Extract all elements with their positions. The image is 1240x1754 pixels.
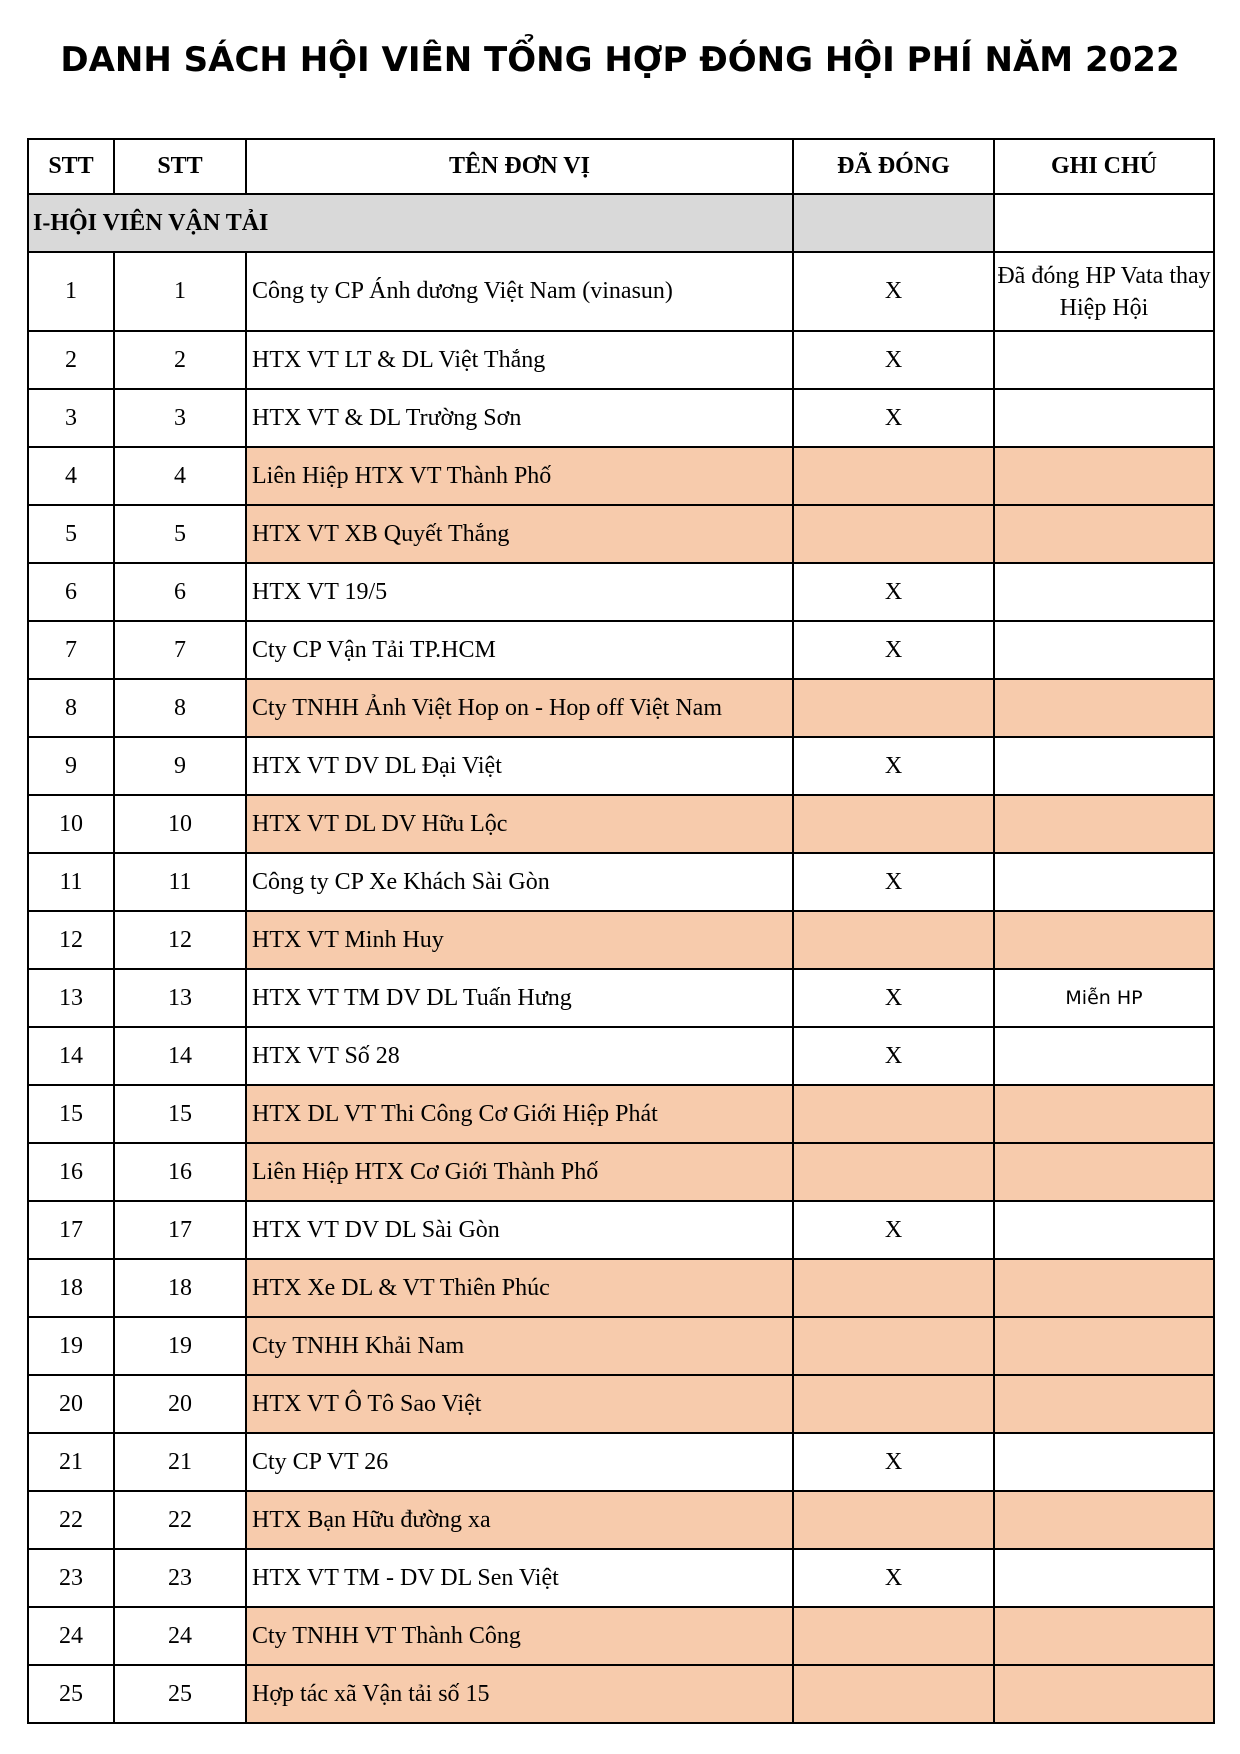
row-unit-name: Công ty CP Ánh dương Việt Nam (vinasun) <box>246 252 793 331</box>
row-unit-name: HTX VT Ô Tô Sao Việt <box>246 1375 793 1433</box>
row-stt-1: 6 <box>28 563 114 621</box>
row-unit-name: Liên Hiệp HTX Cơ Giới Thành Phố <box>246 1143 793 1201</box>
row-note <box>994 621 1214 679</box>
row-stt-2: 9 <box>114 737 246 795</box>
row-stt-1: 23 <box>28 1549 114 1607</box>
row-unit-name: HTX VT DL DV Hữu Lộc <box>246 795 793 853</box>
row-unit-name: Cty TNHH Ảnh Việt Hop on - Hop off Việt Nam <box>246 679 793 737</box>
row-note <box>994 795 1214 853</box>
row-note <box>994 505 1214 563</box>
row-unit-name: Liên Hiệp HTX VT Thành Phố <box>246 447 793 505</box>
table-row <box>28 389 1214 447</box>
section-note-cell <box>994 194 1214 252</box>
row-stt-2: 18 <box>114 1259 246 1317</box>
row-note <box>994 1317 1214 1375</box>
row-unit-name: Hợp tác xã Vận tải số 15 <box>246 1665 793 1723</box>
row-note <box>994 331 1214 389</box>
table-row <box>28 1491 1214 1549</box>
row-unit-name: HTX Xe DL & VT Thiên Phúc <box>246 1259 793 1317</box>
row-stt-2: 19 <box>114 1317 246 1375</box>
row-paid-mark: X <box>793 252 994 331</box>
row-stt-1: 16 <box>28 1143 114 1201</box>
row-stt-2: 1 <box>114 252 246 331</box>
section-row-transport-members <box>28 194 1214 252</box>
row-paid-mark <box>793 679 994 737</box>
row-stt-1: 15 <box>28 1085 114 1143</box>
row-note <box>994 1607 1214 1665</box>
header-unit-name: TÊN ĐƠN VỊ <box>246 139 793 194</box>
table-row <box>28 1085 1214 1143</box>
header-paid: ĐÃ ĐÓNG <box>793 139 994 194</box>
row-paid-mark <box>793 1491 994 1549</box>
row-unit-name: HTX VT Số 28 <box>246 1027 793 1085</box>
row-stt-1: 13 <box>28 969 114 1027</box>
table-row <box>28 1317 1214 1375</box>
row-stt-1: 1 <box>28 252 114 331</box>
row-paid-mark: X <box>793 1027 994 1085</box>
table-row <box>28 1375 1214 1433</box>
row-unit-name: HTX DL VT Thi Công Cơ Giới Hiệp Phát <box>246 1085 793 1143</box>
row-stt-1: 4 <box>28 447 114 505</box>
table-row <box>28 252 1214 331</box>
row-unit-name: HTX VT LT & DL Việt Thắng <box>246 331 793 389</box>
row-paid-mark <box>793 1375 994 1433</box>
row-paid-mark <box>793 1607 994 1665</box>
row-stt-1: 12 <box>28 911 114 969</box>
header-stt-2: STT <box>114 139 246 194</box>
header-row <box>28 139 1214 194</box>
table-row <box>28 795 1214 853</box>
table-row <box>28 1201 1214 1259</box>
row-paid-mark: X <box>793 853 994 911</box>
row-stt-2: 4 <box>114 447 246 505</box>
table-row <box>28 1665 1214 1723</box>
row-paid-mark: X <box>793 563 994 621</box>
row-stt-1: 5 <box>28 505 114 563</box>
row-note <box>994 1201 1214 1259</box>
row-unit-name: Cty TNHH Khải Nam <box>246 1317 793 1375</box>
row-note: Đã đóng HP Vata thay Hiệp Hội <box>994 252 1214 331</box>
row-stt-1: 21 <box>28 1433 114 1491</box>
row-note: Miễn HP <box>994 969 1214 1027</box>
row-stt-2: 22 <box>114 1491 246 1549</box>
row-paid-mark <box>793 795 994 853</box>
row-stt-2: 24 <box>114 1607 246 1665</box>
row-note <box>994 389 1214 447</box>
row-stt-1: 10 <box>28 795 114 853</box>
row-paid-mark <box>793 1085 994 1143</box>
row-unit-name: HTX VT TM DV DL Tuấn Hưng <box>246 969 793 1027</box>
row-paid-mark <box>793 911 994 969</box>
header-stt-1: STT <box>28 139 114 194</box>
row-stt-2: 25 <box>114 1665 246 1723</box>
row-stt-1: 20 <box>28 1375 114 1433</box>
table-row <box>28 331 1214 389</box>
table-row <box>28 1027 1214 1085</box>
table-row <box>28 505 1214 563</box>
row-note <box>994 737 1214 795</box>
table-row <box>28 1607 1214 1665</box>
row-stt-2: 2 <box>114 331 246 389</box>
row-paid-mark: X <box>793 389 994 447</box>
table-row <box>28 447 1214 505</box>
row-paid-mark: X <box>793 969 994 1027</box>
row-stt-2: 16 <box>114 1143 246 1201</box>
row-stt-1: 7 <box>28 621 114 679</box>
row-note <box>994 1027 1214 1085</box>
row-paid-mark <box>793 447 994 505</box>
row-note <box>994 853 1214 911</box>
row-stt-2: 11 <box>114 853 246 911</box>
row-stt-1: 24 <box>28 1607 114 1665</box>
row-paid-mark: X <box>793 737 994 795</box>
row-stt-1: 8 <box>28 679 114 737</box>
table-row <box>28 563 1214 621</box>
row-stt-1: 18 <box>28 1259 114 1317</box>
table-row <box>28 1433 1214 1491</box>
row-note <box>994 1143 1214 1201</box>
row-unit-name: HTX VT TM - DV DL Sen Việt <box>246 1549 793 1607</box>
row-note <box>994 911 1214 969</box>
row-stt-2: 8 <box>114 679 246 737</box>
row-stt-1: 19 <box>28 1317 114 1375</box>
row-unit-name: HTX VT DV DL Sài Gòn <box>246 1201 793 1259</box>
row-stt-1: 25 <box>28 1665 114 1723</box>
document-title: DANH SÁCH HỘI VIÊN TỔNG HỢP ĐÓNG HỘI PHÍ NĂM 2022 <box>60 40 1180 80</box>
row-paid-mark <box>793 1259 994 1317</box>
row-stt-1: 22 <box>28 1491 114 1549</box>
row-stt-2: 17 <box>114 1201 246 1259</box>
table-row <box>28 969 1214 1027</box>
table-row <box>28 1259 1214 1317</box>
table-row <box>28 911 1214 969</box>
row-stt-2: 14 <box>114 1027 246 1085</box>
table-row <box>28 621 1214 679</box>
table-row <box>28 1549 1214 1607</box>
row-stt-2: 23 <box>114 1549 246 1607</box>
row-stt-1: 14 <box>28 1027 114 1085</box>
row-note <box>994 679 1214 737</box>
section-paid-cell <box>793 194 994 252</box>
row-unit-name: HTX VT & DL Trường Sơn <box>246 389 793 447</box>
row-unit-name: HTX VT 19/5 <box>246 563 793 621</box>
row-paid-mark <box>793 1665 994 1723</box>
member-fee-table <box>27 138 1215 1724</box>
row-stt-2: 7 <box>114 621 246 679</box>
table-row <box>28 679 1214 737</box>
row-note <box>994 1665 1214 1723</box>
row-note <box>994 563 1214 621</box>
row-paid-mark <box>793 1317 994 1375</box>
table-row <box>28 853 1214 911</box>
row-unit-name: Công ty CP Xe Khách Sài Gòn <box>246 853 793 911</box>
row-stt-1: 17 <box>28 1201 114 1259</box>
row-note <box>994 1085 1214 1143</box>
table-row <box>28 737 1214 795</box>
row-paid-mark <box>793 505 994 563</box>
row-stt-2: 20 <box>114 1375 246 1433</box>
row-unit-name: HTX Bạn Hữu đường xa <box>246 1491 793 1549</box>
row-unit-name: HTX VT DV DL Đại Việt <box>246 737 793 795</box>
row-stt-1: 11 <box>28 853 114 911</box>
row-paid-mark: X <box>793 331 994 389</box>
row-stt-2: 13 <box>114 969 246 1027</box>
row-unit-name: Cty CP Vận Tải TP.HCM <box>246 621 793 679</box>
row-stt-2: 12 <box>114 911 246 969</box>
row-unit-name: HTX VT Minh Huy <box>246 911 793 969</box>
row-paid-mark: X <box>793 621 994 679</box>
header-note: GHI CHÚ <box>994 139 1214 194</box>
section-label: I-HỘI VIÊN VẬN TẢI <box>28 194 793 252</box>
row-note <box>994 1375 1214 1433</box>
row-stt-2: 5 <box>114 505 246 563</box>
row-unit-name: HTX VT XB Quyết Thắng <box>246 505 793 563</box>
row-note <box>994 1433 1214 1491</box>
row-stt-2: 3 <box>114 389 246 447</box>
row-paid-mark: X <box>793 1201 994 1259</box>
row-note <box>994 447 1214 505</box>
row-paid-mark: X <box>793 1433 994 1491</box>
row-stt-2: 10 <box>114 795 246 853</box>
row-stt-2: 15 <box>114 1085 246 1143</box>
row-note <box>994 1549 1214 1607</box>
row-note <box>994 1491 1214 1549</box>
row-stt-1: 9 <box>28 737 114 795</box>
row-unit-name: Cty TNHH VT Thành Công <box>246 1607 793 1665</box>
row-paid-mark: X <box>793 1549 994 1607</box>
row-stt-1: 3 <box>28 389 114 447</box>
row-unit-name: Cty CP VT 26 <box>246 1433 793 1491</box>
row-stt-2: 6 <box>114 563 246 621</box>
row-note <box>994 1259 1214 1317</box>
row-stt-1: 2 <box>28 331 114 389</box>
row-paid-mark <box>793 1143 994 1201</box>
table-row <box>28 1143 1214 1201</box>
row-stt-2: 21 <box>114 1433 246 1491</box>
